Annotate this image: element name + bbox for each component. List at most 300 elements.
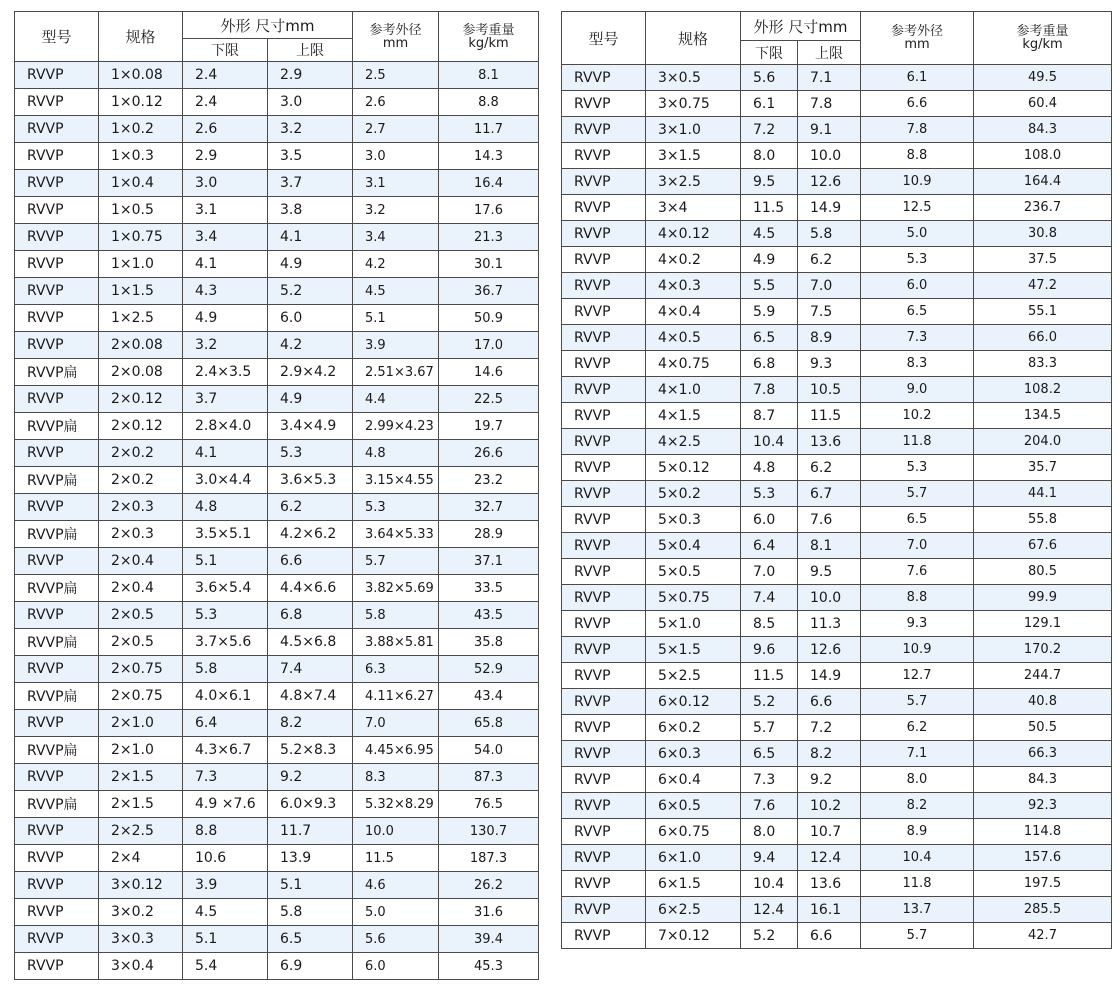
cell-ref-diameter: 5.8: [353, 602, 439, 629]
cell-upper: 13.6: [798, 429, 861, 455]
header-ref-weight-label: 参考重量: [462, 22, 515, 38]
table-row: [15, 197, 539, 224]
cell-model: RVVP: [562, 299, 646, 325]
cell-spec: 4×0.75: [646, 351, 741, 377]
cell-spec: 5×1.5: [646, 637, 741, 663]
cell-ref-weight: 54.0: [439, 737, 539, 764]
cell-lower: 2.4×3.5: [183, 359, 268, 386]
cell-upper: 12.6: [798, 637, 861, 663]
cell-model: RVVP: [15, 305, 99, 332]
cell-ref-weight: 114.8: [974, 819, 1112, 845]
cell-upper: 9.3: [798, 351, 861, 377]
cell-ref-diameter: 5.7: [353, 548, 439, 575]
cell-model: RVVP扁: [15, 791, 99, 818]
table-row: [562, 351, 1112, 377]
cell-lower: 4.9: [741, 247, 798, 273]
cell-model: RVVP: [15, 170, 99, 197]
cell-upper: 8.1: [798, 533, 861, 559]
cell-lower: 4.3: [183, 278, 268, 305]
cell-ref-diameter: 2.99×4.23: [353, 413, 439, 440]
cell-model: RVVP: [562, 247, 646, 273]
table-row: [562, 403, 1112, 429]
cell-spec: 2×0.08: [99, 359, 183, 386]
cell-upper: 14.9: [798, 663, 861, 689]
cell-upper: 4.4×6.6: [268, 575, 353, 602]
cell-ref-diameter: 6.6: [861, 91, 974, 117]
cell-ref-diameter: 7.8: [861, 117, 974, 143]
cell-model: RVVP: [15, 764, 99, 791]
cell-lower: 4.1: [183, 440, 268, 467]
table-row: [562, 507, 1112, 533]
cell-ref-diameter: 6.5: [861, 507, 974, 533]
cell-lower: 5.1: [183, 548, 268, 575]
cell-model: RVVP: [562, 715, 646, 741]
cell-ref-weight: 157.6: [974, 845, 1112, 871]
cell-lower: 3.7×5.6: [183, 629, 268, 656]
cell-spec: 6×0.4: [646, 767, 741, 793]
cell-model: RVVP: [562, 169, 646, 195]
table-row: [15, 440, 539, 467]
cell-ref-diameter: 3.9: [353, 332, 439, 359]
cell-lower: 7.0: [741, 559, 798, 585]
table-row: [562, 143, 1112, 169]
cell-ref-diameter: 4.8: [353, 440, 439, 467]
cell-lower: 4.1: [183, 251, 268, 278]
cell-lower: 4.5: [183, 899, 268, 926]
cell-lower: 5.8: [183, 656, 268, 683]
cell-ref-diameter: 10.0: [353, 818, 439, 845]
cell-ref-diameter: 11.8: [861, 429, 974, 455]
header-ref-diameter-label: 参考外径: [890, 24, 943, 39]
cell-ref-diameter: 3.64×5.33: [353, 521, 439, 548]
cell-model: RVVP: [562, 65, 646, 91]
cell-spec: 3×0.3: [99, 926, 183, 953]
cell-model: RVVP: [15, 143, 99, 170]
cell-lower: 8.8: [183, 818, 268, 845]
cell-spec: 6×0.3: [646, 741, 741, 767]
cell-ref-diameter: 3.4: [353, 224, 439, 251]
table-row: [562, 169, 1112, 195]
cell-lower: 10.4: [741, 871, 798, 897]
cell-spec: 1×0.3: [99, 143, 183, 170]
table-row: [15, 413, 539, 440]
cell-lower: 7.3: [183, 764, 268, 791]
cell-ref-weight: 39.4: [439, 926, 539, 953]
cell-model: RVVP扁: [15, 521, 99, 548]
cell-lower: 3.0: [183, 170, 268, 197]
table-row: [15, 467, 539, 494]
cell-spec: 2×0.3: [99, 494, 183, 521]
header-ref-weight-unit: kg/km: [468, 35, 509, 51]
cell-ref-diameter: 8.3: [353, 764, 439, 791]
header-upper: 上限: [268, 39, 353, 62]
cell-model: RVVP: [562, 663, 646, 689]
cell-ref-weight: 83.3: [974, 351, 1112, 377]
cell-upper: 7.0: [798, 273, 861, 299]
cell-upper: 7.6: [798, 507, 861, 533]
table-row: [15, 305, 539, 332]
cell-ref-diameter: 5.0: [861, 221, 974, 247]
cell-model: RVVP: [15, 251, 99, 278]
cell-ref-weight: 67.6: [974, 533, 1112, 559]
table-body-right: [562, 65, 1112, 949]
cell-upper: 10.7: [798, 819, 861, 845]
table-row: [15, 89, 539, 116]
header-spec: 规格: [99, 12, 183, 62]
cell-upper: 5.3: [268, 440, 353, 467]
cell-model: RVVP扁: [15, 683, 99, 710]
cell-spec: 2×2.5: [99, 818, 183, 845]
cell-ref-diameter: 5.3: [353, 494, 439, 521]
table-row: [562, 377, 1112, 403]
table-row: [562, 611, 1112, 637]
table-row: [15, 548, 539, 575]
cell-model: RVVP: [562, 585, 646, 611]
cell-ref-diameter: 8.2: [861, 793, 974, 819]
cell-upper: 2.9: [268, 62, 353, 89]
cell-ref-weight: 26.2: [439, 872, 539, 899]
cell-lower: 10.4: [741, 429, 798, 455]
cell-spec: 2×0.4: [99, 575, 183, 602]
cell-lower: 3.2: [183, 332, 268, 359]
header-spec: 规格: [646, 12, 741, 65]
cell-model: RVVP: [15, 89, 99, 116]
cell-lower: 8.5: [741, 611, 798, 637]
cell-ref-weight: 26.6: [439, 440, 539, 467]
cell-spec: 4×1.5: [646, 403, 741, 429]
cell-upper: 2.9×4.2: [268, 359, 353, 386]
cell-upper: 10.2: [798, 793, 861, 819]
cell-lower: 2.6: [183, 116, 268, 143]
cell-upper: 9.1: [798, 117, 861, 143]
cell-spec: 3×0.5: [646, 65, 741, 91]
cell-ref-diameter: 2.5: [353, 62, 439, 89]
cell-lower: 6.5: [741, 325, 798, 351]
cell-model: RVVP: [562, 429, 646, 455]
cell-upper: 10.5: [798, 377, 861, 403]
cell-spec: 4×1.0: [646, 377, 741, 403]
header-lower: 下限: [183, 39, 268, 62]
cell-ref-diameter: 4.11×6.27: [353, 683, 439, 710]
header-lower: 下限: [741, 41, 798, 65]
cell-lower: 5.2: [741, 689, 798, 715]
cell-spec: 2×0.5: [99, 602, 183, 629]
table-row: [562, 65, 1112, 91]
cell-ref-weight: 84.3: [974, 767, 1112, 793]
cell-upper: 4.8×7.4: [268, 683, 353, 710]
header-size-group: 外形 尺寸mm: [741, 12, 861, 41]
cell-lower: 5.5: [741, 273, 798, 299]
header-model: 型号: [562, 12, 646, 65]
cell-model: RVVP: [15, 953, 99, 980]
cell-model: RVVP: [15, 899, 99, 926]
cable-spec-table-left: [14, 11, 539, 980]
cell-ref-diameter: 5.1: [353, 305, 439, 332]
cell-model: RVVP: [15, 386, 99, 413]
cell-model: RVVP: [562, 221, 646, 247]
cell-model: RVVP扁: [15, 629, 99, 656]
cell-spec: 2×1.0: [99, 737, 183, 764]
cell-spec: 4×0.5: [646, 325, 741, 351]
cell-lower: 8.0: [741, 819, 798, 845]
cell-spec: 5×0.12: [646, 455, 741, 481]
cell-ref-diameter: 3.0: [353, 143, 439, 170]
cell-spec: 6×0.75: [646, 819, 741, 845]
table-row: [562, 559, 1112, 585]
cell-ref-weight: 11.7: [439, 116, 539, 143]
cell-spec: 7×0.12: [646, 923, 741, 949]
cell-model: RVVP: [15, 818, 99, 845]
cell-upper: 13.9: [268, 845, 353, 872]
cell-ref-diameter: 5.3: [861, 247, 974, 273]
cell-lower: 6.4: [741, 533, 798, 559]
header-ref-diameter-label: 参考外径: [369, 22, 422, 38]
cell-ref-diameter: 9.3: [861, 611, 974, 637]
cell-ref-diameter: 8.9: [861, 819, 974, 845]
table-row: [562, 247, 1112, 273]
table-row: [562, 481, 1112, 507]
cell-spec: 5×0.5: [646, 559, 741, 585]
cell-ref-weight: 55.8: [974, 507, 1112, 533]
cell-lower: 3.4: [183, 224, 268, 251]
header-ref-weight: [974, 12, 1112, 65]
cell-lower: 6.0: [741, 507, 798, 533]
cell-spec: 1×0.75: [99, 224, 183, 251]
table-row: [15, 872, 539, 899]
cell-upper: 12.6: [798, 169, 861, 195]
header-ref-diameter: [353, 12, 439, 62]
table-row: [15, 656, 539, 683]
cell-spec: 4×0.12: [646, 221, 741, 247]
cell-lower: 7.6: [741, 793, 798, 819]
cell-upper: 9.2: [798, 767, 861, 793]
cell-ref-weight: 164.4: [974, 169, 1112, 195]
table-row: [15, 845, 539, 872]
cell-upper: 5.2×8.3: [268, 737, 353, 764]
cell-spec: 1×2.5: [99, 305, 183, 332]
cell-model: RVVP: [562, 897, 646, 923]
table-row: [15, 710, 539, 737]
cell-lower: 2.4: [183, 89, 268, 116]
cell-ref-diameter: 5.7: [861, 923, 974, 949]
cell-upper: 3.7: [268, 170, 353, 197]
cell-spec: 3×0.4: [99, 953, 183, 980]
cell-ref-weight: 47.2: [974, 273, 1112, 299]
cell-ref-diameter: 4.2: [353, 251, 439, 278]
table-row: [15, 926, 539, 953]
cell-ref-diameter: 3.2: [353, 197, 439, 224]
cell-ref-diameter: 5.6: [353, 926, 439, 953]
cell-ref-weight: 60.4: [974, 91, 1112, 117]
cell-spec: 2×0.3: [99, 521, 183, 548]
cell-ref-weight: 130.7: [439, 818, 539, 845]
cell-upper: 12.4: [798, 845, 861, 871]
cell-model: RVVP: [15, 62, 99, 89]
table-row: [15, 521, 539, 548]
cell-ref-diameter: 8.0: [861, 767, 974, 793]
cell-model: RVVP: [15, 197, 99, 224]
cell-spec: 6×0.5: [646, 793, 741, 819]
cell-ref-weight: 33.5: [439, 575, 539, 602]
cell-lower: 5.2: [741, 923, 798, 949]
cell-lower: 3.1: [183, 197, 268, 224]
table-row: [562, 715, 1112, 741]
cell-spec: 3×1.5: [646, 143, 741, 169]
cell-ref-weight: 285.5: [974, 897, 1112, 923]
table-row: [15, 629, 539, 656]
cell-lower: 3.7: [183, 386, 268, 413]
cell-model: RVVP: [562, 611, 646, 637]
cell-ref-weight: 236.7: [974, 195, 1112, 221]
cell-model: RVVP: [15, 278, 99, 305]
cell-ref-diameter: 7.1: [861, 741, 974, 767]
cell-lower: 6.5: [741, 741, 798, 767]
cell-model: RVVP: [562, 767, 646, 793]
cell-spec: 1×0.2: [99, 116, 183, 143]
cell-spec: 3×1.0: [646, 117, 741, 143]
table-row: [562, 221, 1112, 247]
cell-spec: 2×0.12: [99, 413, 183, 440]
table-row: [562, 195, 1112, 221]
cell-lower: 7.2: [741, 117, 798, 143]
cell-model: RVVP: [562, 871, 646, 897]
cell-spec: 5×0.75: [646, 585, 741, 611]
cell-ref-diameter: 4.45×6.95: [353, 737, 439, 764]
cell-model: RVVP: [562, 689, 646, 715]
cell-ref-weight: 22.5: [439, 386, 539, 413]
cell-spec: 2×1.5: [99, 791, 183, 818]
cell-upper: 8.9: [798, 325, 861, 351]
cell-upper: 7.1: [798, 65, 861, 91]
cell-ref-weight: 16.4: [439, 170, 539, 197]
cell-ref-diameter: 9.0: [861, 377, 974, 403]
cell-spec: 2×1.5: [99, 764, 183, 791]
header-ref-weight-unit: kg/km: [1022, 37, 1063, 52]
cell-lower: 3.9: [183, 872, 268, 899]
cell-spec: 6×0.12: [646, 689, 741, 715]
cell-ref-diameter: 2.7: [353, 116, 439, 143]
cell-model: RVVP: [562, 455, 646, 481]
cell-model: RVVP: [562, 325, 646, 351]
cell-spec: 3×0.2: [99, 899, 183, 926]
cell-spec: 4×2.5: [646, 429, 741, 455]
cell-model: RVVP扁: [15, 467, 99, 494]
cell-lower: 4.3×6.7: [183, 737, 268, 764]
cell-ref-weight: 45.3: [439, 953, 539, 980]
cell-upper: 11.5: [798, 403, 861, 429]
header-ref-diameter: [861, 12, 974, 65]
cell-lower: 2.8×4.0: [183, 413, 268, 440]
cell-upper: 6.5: [268, 926, 353, 953]
cell-upper: 6.2: [798, 247, 861, 273]
cell-model: RVVP: [562, 117, 646, 143]
table-row: [562, 455, 1112, 481]
cell-ref-weight: 99.9: [974, 585, 1112, 611]
cell-lower: 8.0: [741, 143, 798, 169]
cell-model: RVVP: [15, 710, 99, 737]
cell-upper: 5.8: [268, 899, 353, 926]
cell-ref-diameter: 12.5: [861, 195, 974, 221]
cell-model: RVVP: [15, 845, 99, 872]
cell-spec: 2×0.08: [99, 332, 183, 359]
cell-model: RVVP: [562, 351, 646, 377]
cell-model: RVVP: [562, 637, 646, 663]
cell-model: RVVP: [15, 656, 99, 683]
cell-ref-weight: 80.5: [974, 559, 1112, 585]
cell-model: RVVP: [562, 143, 646, 169]
cell-ref-weight: 32.7: [439, 494, 539, 521]
cell-spec: 4×0.4: [646, 299, 741, 325]
table-row: [15, 251, 539, 278]
cell-upper: 14.9: [798, 195, 861, 221]
cell-lower: 10.6: [183, 845, 268, 872]
cell-spec: 5×0.4: [646, 533, 741, 559]
cell-upper: 5.8: [798, 221, 861, 247]
cell-model: RVVP: [562, 559, 646, 585]
cell-upper: 3.5: [268, 143, 353, 170]
cell-ref-diameter: 8.8: [861, 143, 974, 169]
cell-ref-diameter: 6.0: [353, 953, 439, 980]
cell-spec: 4×0.3: [646, 273, 741, 299]
cell-upper: 4.9: [268, 251, 353, 278]
cell-upper: 6.9: [268, 953, 353, 980]
cell-upper: 9.2: [268, 764, 353, 791]
cell-spec: 3×2.5: [646, 169, 741, 195]
header-model: 型号: [15, 12, 99, 62]
cell-ref-weight: 35.7: [974, 455, 1112, 481]
table-row: [562, 533, 1112, 559]
cell-model: RVVP: [562, 481, 646, 507]
cell-ref-weight: 8.8: [439, 89, 539, 116]
cell-ref-diameter: 12.7: [861, 663, 974, 689]
cell-model: RVVP: [562, 403, 646, 429]
cell-ref-weight: 43.5: [439, 602, 539, 629]
cell-ref-diameter: 2.51×3.67: [353, 359, 439, 386]
cell-model: RVVP: [562, 533, 646, 559]
cell-spec: 2×0.75: [99, 656, 183, 683]
cell-upper: 4.1: [268, 224, 353, 251]
cell-model: RVVP: [15, 440, 99, 467]
cell-upper: 6.0×9.3: [268, 791, 353, 818]
header-upper: 上限: [798, 41, 861, 65]
cell-lower: 11.5: [741, 195, 798, 221]
cell-spec: 1×0.08: [99, 62, 183, 89]
table-row: [562, 819, 1112, 845]
cell-spec: 5×0.3: [646, 507, 741, 533]
header-ref-weight: [439, 12, 539, 62]
cell-ref-diameter: 4.4: [353, 386, 439, 413]
cell-upper: 4.2×6.2: [268, 521, 353, 548]
cell-upper: 6.0: [268, 305, 353, 332]
cell-ref-weight: 50.9: [439, 305, 539, 332]
cell-ref-diameter: 8.3: [861, 351, 974, 377]
cell-spec: 2×0.4: [99, 548, 183, 575]
cell-ref-weight: 21.3: [439, 224, 539, 251]
cell-lower: 9.6: [741, 637, 798, 663]
cell-spec: 1×1.5: [99, 278, 183, 305]
cell-model: RVVP: [15, 224, 99, 251]
table-row: [15, 818, 539, 845]
table-row: [15, 791, 539, 818]
cell-upper: 13.6: [798, 871, 861, 897]
cell-ref-diameter: 5.7: [861, 481, 974, 507]
table-row: [562, 767, 1112, 793]
cell-ref-weight: 170.2: [974, 637, 1112, 663]
table-row: [15, 170, 539, 197]
cell-model: RVVP: [562, 507, 646, 533]
cell-spec: 5×1.0: [646, 611, 741, 637]
cell-upper: 10.0: [798, 143, 861, 169]
